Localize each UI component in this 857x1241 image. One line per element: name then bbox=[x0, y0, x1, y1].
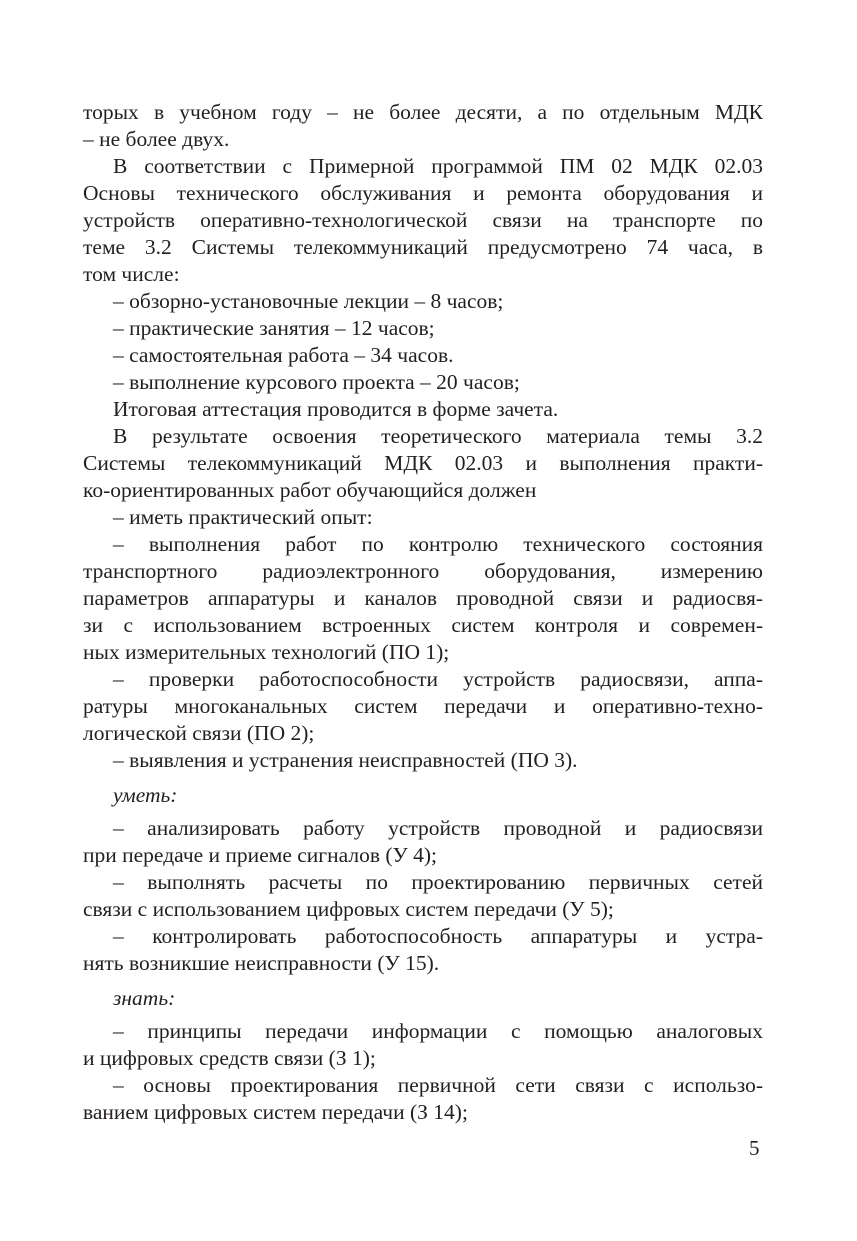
paragraph bbox=[83, 315, 763, 342]
text-line: – самостоятельная работа – 34 часов. bbox=[113, 343, 454, 367]
text-line: при передаче и приеме сигналов (У 4); bbox=[83, 843, 438, 867]
text-line: – выполнения работ по контролю технического состояния bbox=[113, 532, 763, 556]
text-line: – выполнять расчеты по проектированию первичных сетей bbox=[113, 870, 763, 894]
paragraph bbox=[83, 423, 763, 504]
text-line: – принципы передачи информации с помощью аналоговых bbox=[113, 1019, 763, 1043]
text-line: – основы проектирования первичной сети связи с использо- bbox=[113, 1073, 763, 1097]
text-line: зи с использованием встроенных систем контроля и современ- bbox=[83, 613, 763, 637]
text-line: теме 3.2 Системы телекоммуникаций предусмотрено 74 часа, в bbox=[83, 235, 763, 259]
text-line: – выявления и устранения неисправностей (ПО 3). bbox=[113, 748, 578, 772]
paragraph bbox=[83, 99, 763, 153]
text-line: ко-ориентированных работ обучающийся должен bbox=[83, 478, 537, 502]
paragraph bbox=[83, 1072, 763, 1126]
paragraph bbox=[83, 288, 763, 315]
text-line: – не более двух. bbox=[83, 127, 230, 151]
paragraph bbox=[83, 369, 763, 396]
text-line: и цифровых средств связи (З 1); bbox=[83, 1046, 376, 1070]
text-line: ратуры многоканальных систем передачи и оперативно-техно- bbox=[83, 694, 763, 718]
text-line: транспортного радиоэлектронного оборудования, измерению bbox=[83, 559, 763, 583]
text-line: торых в учебном году – не более десяти, а по отдельным МДК bbox=[83, 100, 763, 124]
text-line: логической связи (ПО 2); bbox=[83, 721, 315, 745]
paragraph bbox=[83, 869, 763, 923]
paragraph bbox=[83, 531, 763, 666]
text-line: – проверки работоспособности устройств радиосвязи, аппа- bbox=[113, 667, 763, 691]
text-line: ных измерительных технологий (ПО 1); bbox=[83, 640, 450, 664]
text-line: – обзорно-установочные лекции – 8 часов; bbox=[113, 289, 504, 313]
text-line: – выполнение курсового проекта – 20 часов; bbox=[113, 370, 520, 394]
paragraph bbox=[83, 396, 763, 423]
text-line: В соответствии с Примерной программой ПМ 02 МДК 02.03 bbox=[113, 154, 763, 178]
paragraph bbox=[83, 923, 763, 977]
text-line: – практические занятия – 12 часов; bbox=[113, 316, 435, 340]
text-line: Итоговая аттестация проводится в форме зачета. bbox=[113, 397, 559, 421]
text-line: Системы телекоммуникаций МДК 02.03 и выполнения практи- bbox=[83, 451, 763, 475]
page-body bbox=[83, 99, 763, 1126]
paragraph bbox=[83, 1018, 763, 1072]
section-heading: знать: bbox=[113, 986, 176, 1010]
section-heading: уметь: bbox=[113, 783, 178, 807]
text-line: – иметь практический опыт: bbox=[113, 505, 373, 529]
text-line: том числе: bbox=[83, 262, 180, 286]
text-line: – анализировать работу устройств проводной и радиосвязи bbox=[113, 816, 763, 840]
paragraph bbox=[83, 747, 763, 774]
paragraph bbox=[83, 342, 763, 369]
paragraph bbox=[83, 153, 763, 288]
text-line: Основы технического обслуживания и ремонта оборудования и bbox=[83, 181, 763, 205]
text-line: – контролировать работоспособность аппаратуры и устра- bbox=[113, 924, 763, 948]
paragraph bbox=[83, 504, 763, 531]
paragraph bbox=[83, 666, 763, 747]
text-line: параметров аппаратуры и каналов проводной связи и радиосвя- bbox=[83, 586, 763, 610]
page-number: 5 bbox=[749, 1136, 760, 1160]
text-line: В результате освоения теоретического материала темы 3.2 bbox=[113, 424, 763, 448]
text-line: нять возникшие неисправности (У 15). bbox=[83, 951, 440, 975]
paragraph bbox=[83, 815, 763, 869]
text-line: устройств оперативно-технологической связи на транспорте по bbox=[83, 208, 763, 232]
text-line: ванием цифровых систем передачи (З 14); bbox=[83, 1100, 468, 1124]
text-line: связи с использованием цифровых систем передачи (У 5); bbox=[83, 897, 614, 921]
